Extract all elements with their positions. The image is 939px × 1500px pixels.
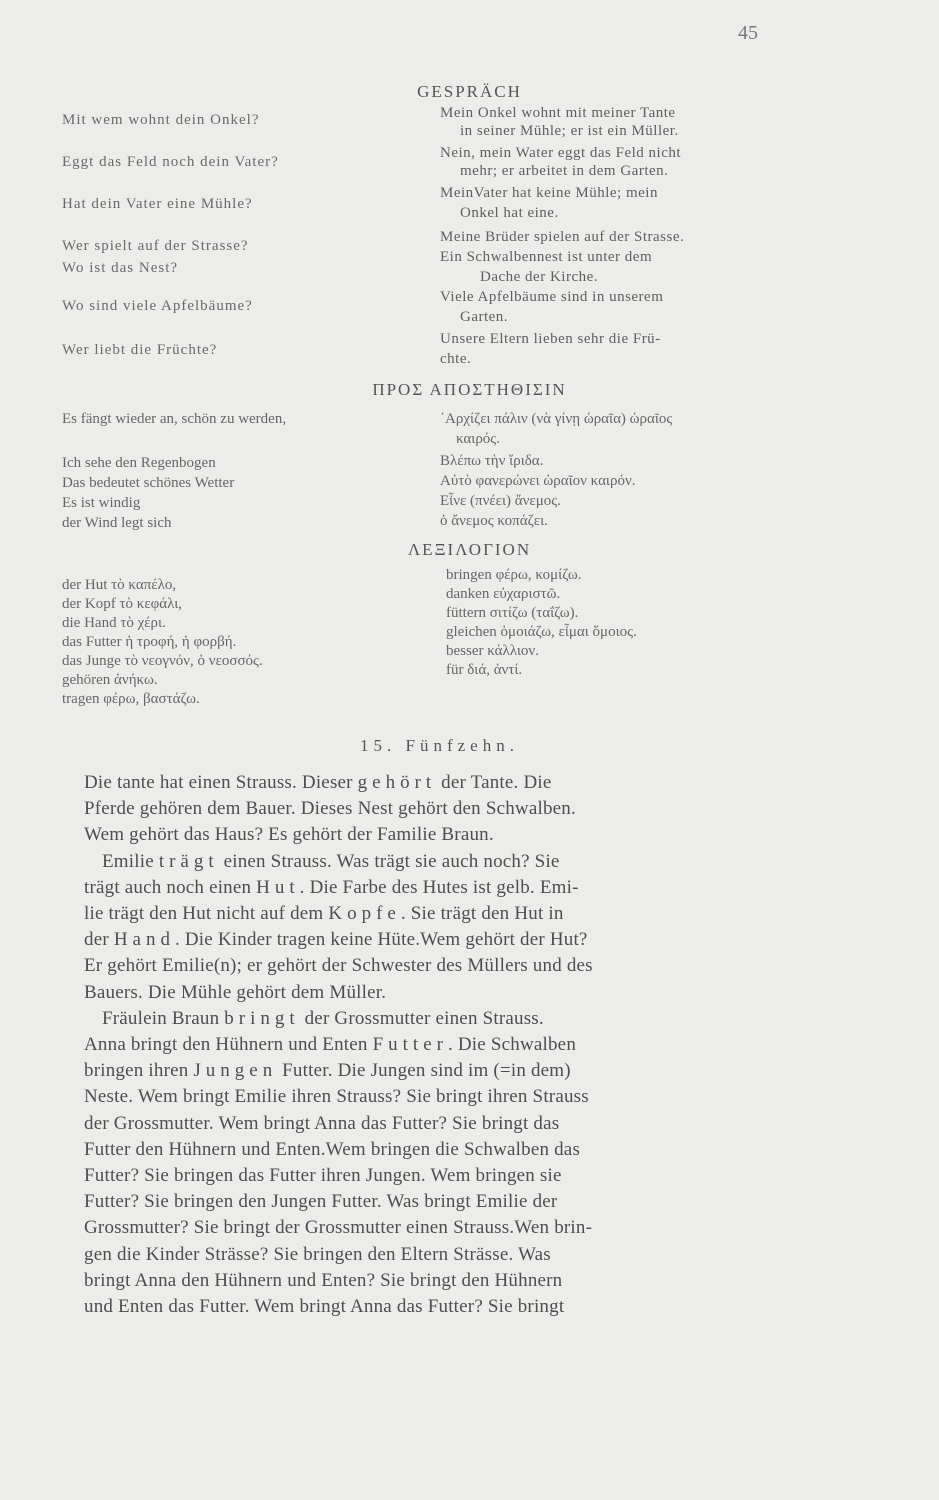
vocab-left-7: tragen φέρω, βαστάζω. — [62, 691, 200, 707]
lesson-text — [84, 770, 814, 1320]
answer-7-line-1: Unsere Eltern lieben sehr die Frü- — [440, 331, 661, 347]
question-2: Eggt das Feld noch dein Vater? — [62, 154, 279, 170]
memorize-de-line-3: Das bedeutet schönes Wetter — [62, 475, 235, 491]
vocab-left-1: der Hut τὸ καπέλο, — [62, 577, 177, 593]
vocab-left-2: der Kopf τὸ κεφάλι, — [62, 596, 183, 612]
memorize-de-line-1: Es fängt wieder an, schön zu werden, — [62, 411, 287, 427]
vocab-left-6: gehören ἀνήκω. — [62, 672, 158, 688]
answer-1-line-2: in seiner Mühle; er ist ein Müller. — [460, 123, 679, 139]
memorize-gr-line-2: καιρός. — [456, 431, 500, 447]
answer-3-line-2: Onkel hat eine. — [460, 205, 559, 221]
vocab-right-3: füttern σιτίζω (ταΐζω). — [446, 605, 579, 621]
memorize-gr-line-5: Εἶνε (πνέει) ἄνεμος. — [440, 493, 561, 509]
memorize-de-line-2: Ich sehe den Regenbogen — [62, 455, 216, 471]
vocab-left-4: das Futter ἡ τροφή, ἡ φορβή. — [62, 634, 237, 650]
question-1: Mit wem wohnt dein Onkel? — [62, 112, 260, 128]
answer-2-line-1: Nein, mein Water eggt das Feld nicht — [440, 145, 682, 161]
page-number: 45 — [738, 22, 758, 44]
answer-4-line-1: Meine Brüder spielen auf der Strasse. — [440, 229, 685, 245]
vocab-right-2: danken εὐχαριστῶ. — [446, 586, 561, 602]
question-5: Wo ist das Nest? — [62, 260, 179, 276]
memorize-gr-line-4: Αὐτὸ φανερώνει ὡραῖον καιρόν. — [440, 473, 636, 489]
vocab-left-3: die Hand τὸ χέρι. — [62, 615, 166, 631]
question-4: Wer spielt auf der Strasse? — [62, 238, 249, 254]
answer-2-line-2: mehr; er arbeitet in dem Garten. — [460, 163, 669, 179]
answer-3-line-1: MeinVater hat keine Mühle; mein — [440, 185, 658, 201]
heading-lexilogion: ΛΕΞΙΛΟΓΙΟΝ — [407, 540, 532, 559]
vocab-right-6: für διά, ἀντί. — [446, 662, 523, 678]
paragraph-2: Emilie trägt einen Strauss. Was trägt sie auch noch? Sie trägt auch noch einen Hut. Die Farbe des Hutes ist gelb. Emi- lie trägt den Hut nicht auf dem Kopfe. Sie trägt den Hut in der Hand. Die Kinder tragen keine Hüte.Wem gehört der Hut? Er gehört Emilie(n); er gehört der Schwester des Müllers und des Bauers. Die Mühle gehört dem Müller. — [84, 850, 593, 1003]
memorize-gr-line-1: ᾿Αρχίζει πάλιν (νὰ γίνῃ ὡραῖα) ὡραῖος — [440, 411, 673, 427]
answer-7-line-2: chte. — [440, 351, 472, 367]
memorize-gr-line-3: Βλέπω τὴν ἴριδα. — [440, 453, 544, 469]
answer-6-line-2: Garten. — [460, 309, 509, 325]
paragraph-1: Die tante hat einen Strauss. Dieser gehört der Tante. Die Pferde gehören dem Bauer. Dieses Nest gehört den Schwalben. Wem gehört das Haus? Es gehört der Familie Braun. — [84, 772, 576, 846]
vocab-left-5: das Junge τὸ νεογνόν, ὁ νεοσσός. — [62, 653, 263, 669]
vocab-right-1: bringen φέρω, κομίζω. — [446, 567, 582, 583]
vocab-right-5: besser κάλλιον. — [446, 643, 539, 659]
heading-gesprach: GESPRÄCH — [417, 82, 522, 101]
answer-6-line-1: Viele Apfelbäume sind in unserem — [440, 289, 664, 305]
memorize-de-line-5: der Wind legt sich — [62, 515, 172, 531]
vocab-right-4: gleichen ὁμοιάζω, εἶμαι ὅμοιος. — [446, 624, 637, 640]
heading-pros-apostethisin: ΠΡΟΣ ΑΠΟΣΤΗΘΙΣΙΝ — [372, 380, 567, 399]
question-7: Wer liebt die Früchte? — [62, 342, 218, 358]
paragraph-3: Fräulein Braun bringt der Grossmutter einen Strauss. Anna bringt den Hühnern und Enten Futter. Die Schwalben bringen ihren Jungen Futter. Die Jungen sind im (=in dem) Neste. Wem bringt Emilie ihren Strauss? Sie bringt ihren Strauss der Grossmutter. Wem bringt Anna das Futter? Sie bringt das Futter den Hühnern und Enten.Wem bringen die Schwalben das Futter? Sie bringen das Futter ihren Jungen. Wem bringen sie Futter? Sie bringen den Jungen Futter. Was bringt Emilie der Grossmutter? Sie bringt der Grossmutter einen Strauss.Wen brin- gen die Kinder Strässe? Sie bringen den Eltern Strässe. Was bringt Anna den Hühnern und Enten? Sie bringt den Hühnern und Enten das Futter. Wem bringt Anna das Futter? Sie bringt — [84, 1007, 593, 1318]
answer-5-line-2: Dache der Kirche. — [480, 269, 599, 285]
lesson-title: 15. Fünfzehn. — [360, 736, 519, 755]
answer-1-line-1: Mein Onkel wohnt mit meiner Tante — [440, 105, 676, 121]
answer-5-line-1: Ein Schwalbennest ist unter dem — [440, 249, 653, 265]
memorize-gr-line-6: ὁ ἄνεμος κοπάζει. — [440, 513, 548, 529]
memorize-de-line-4: Es ist windig — [62, 495, 141, 511]
question-6: Wo sind viele Apfelbäume? — [62, 298, 253, 314]
question-3: Hat dein Vater eine Mühle? — [62, 196, 253, 212]
